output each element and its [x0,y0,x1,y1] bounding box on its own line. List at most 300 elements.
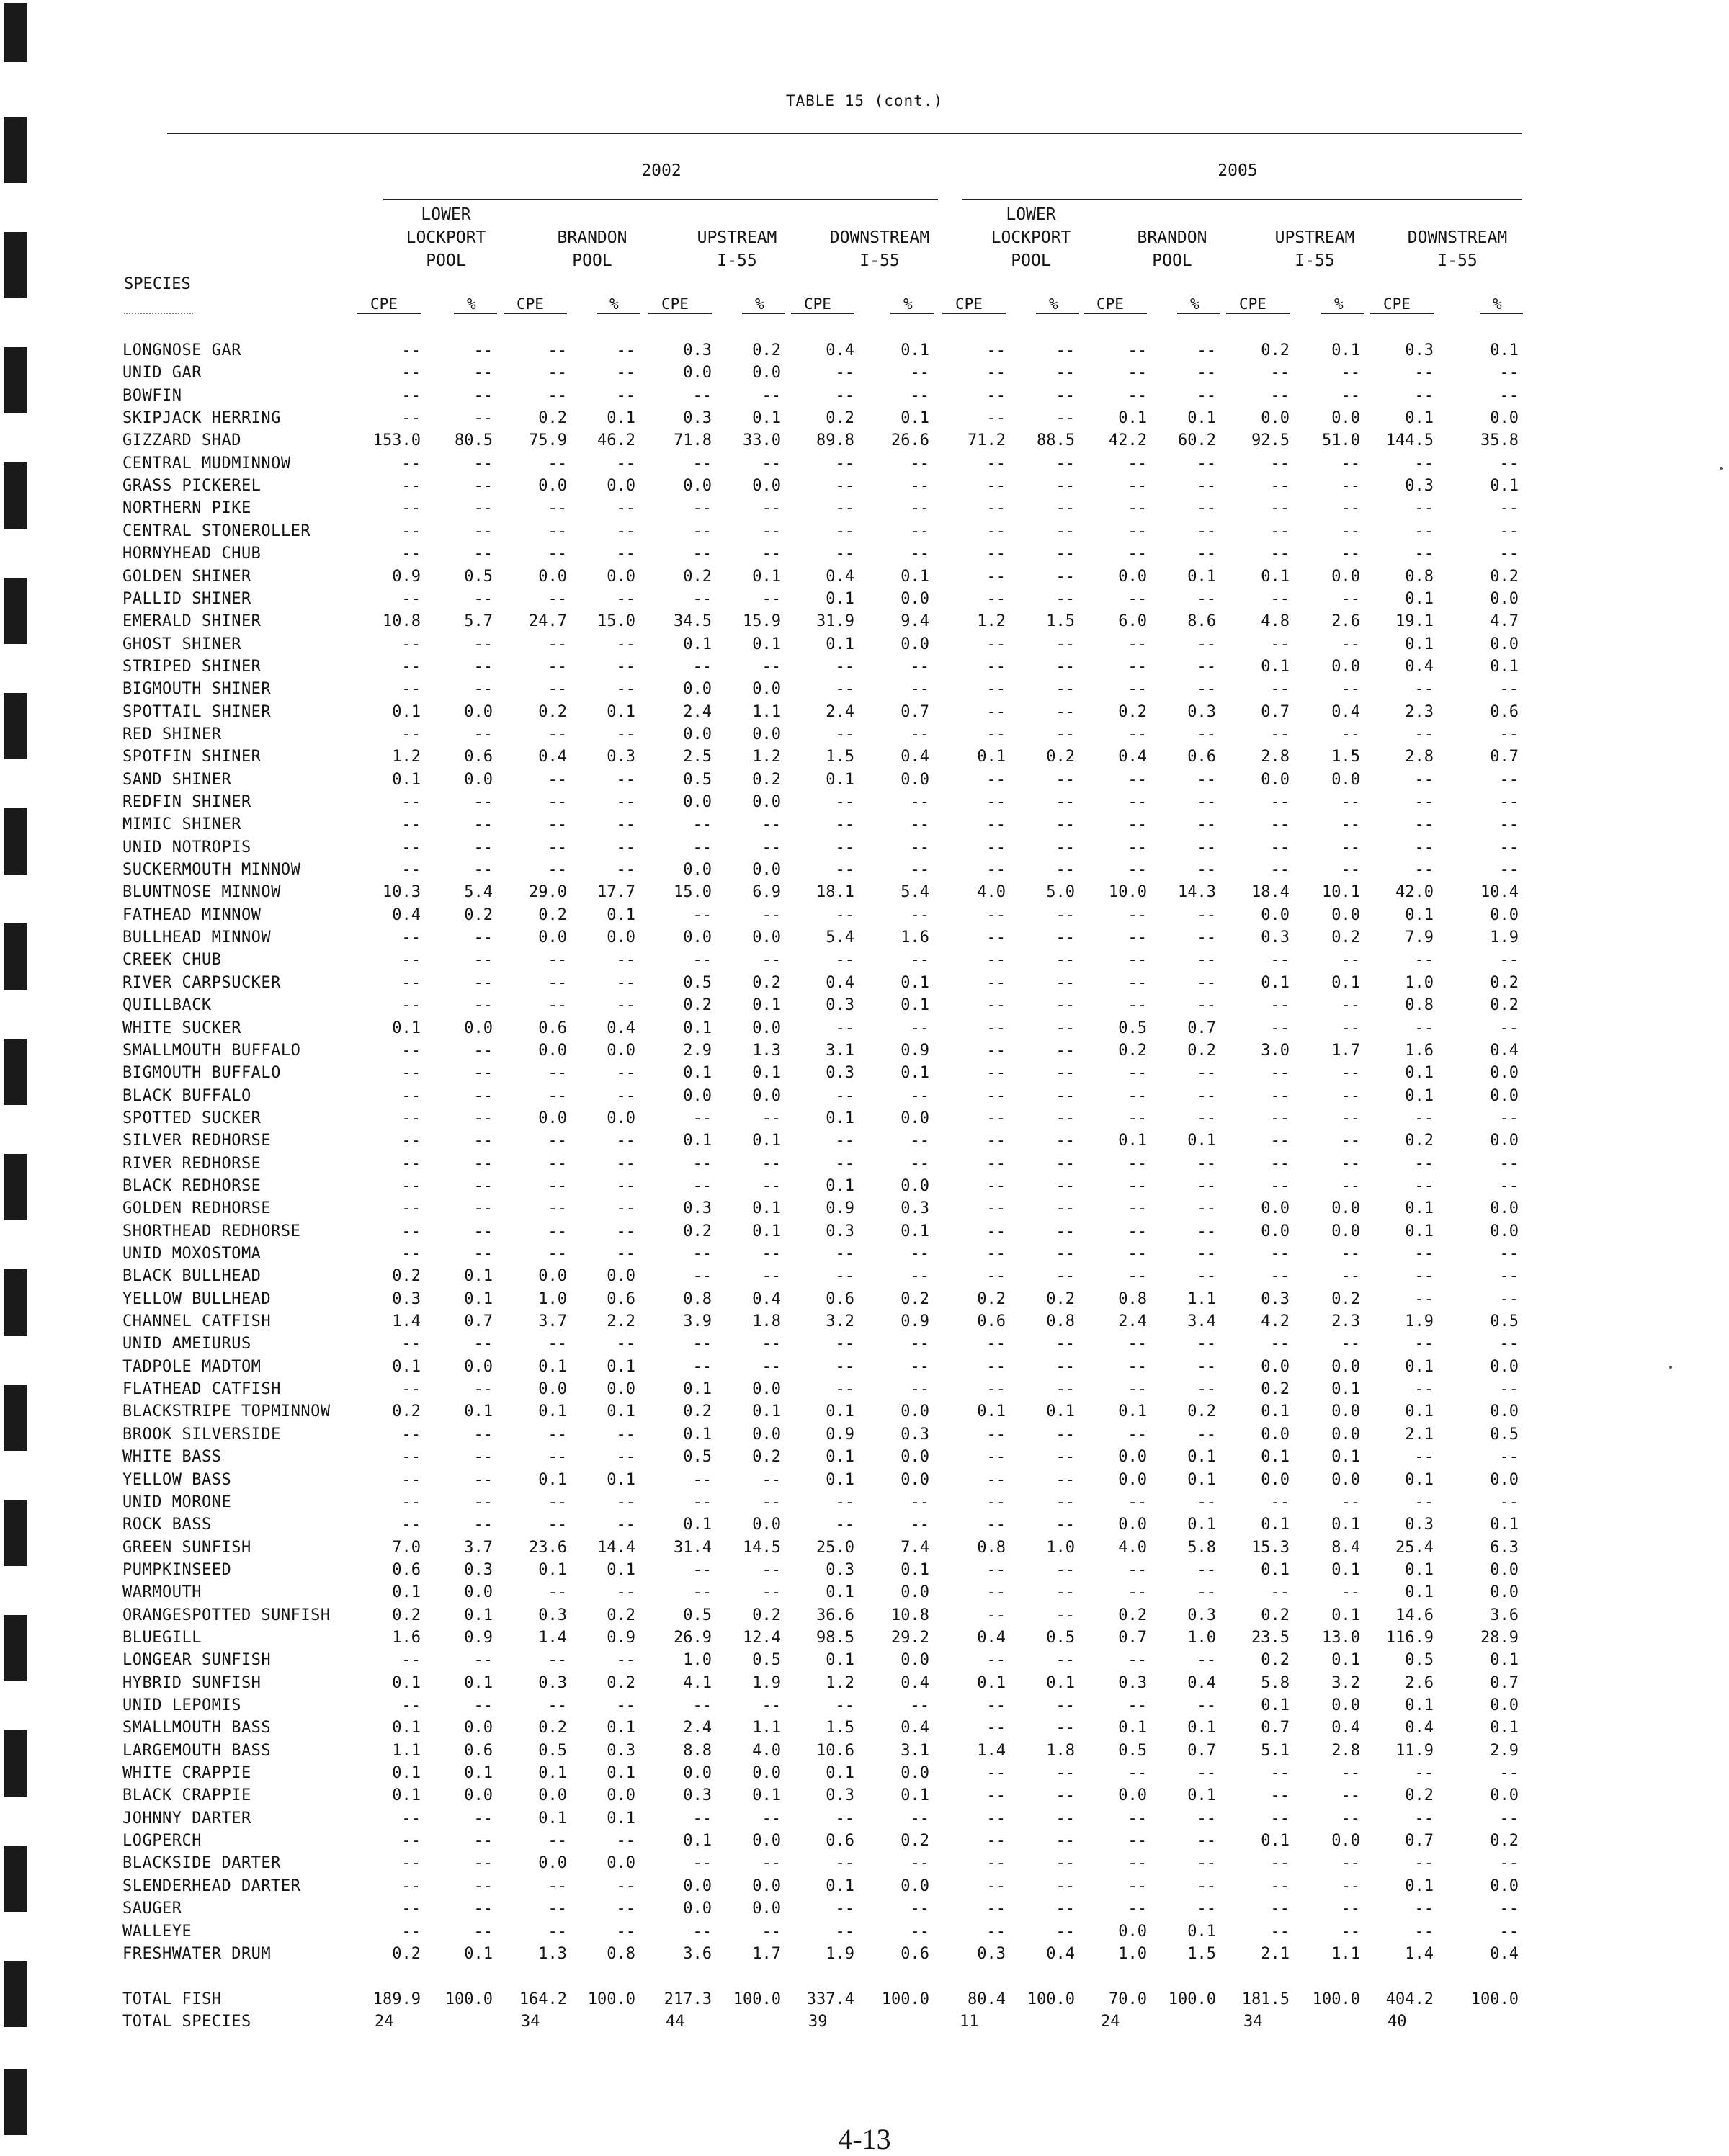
percent-cell: -- [1055,1267,1075,1286]
table-row [0,1897,1729,1920]
cpe-cell: 0.1 [1405,635,1434,653]
percent-cell: 0.1 [1187,409,1216,428]
percent-cell: 14.3 [1178,883,1216,902]
cpe-cell: 8.8 [683,1741,712,1760]
percent-cell: -- [616,1199,635,1218]
table-row [0,1197,1729,1220]
percent-cell: 0.0 [1331,905,1360,924]
cpe-cell: 0.2 [977,1289,1006,1308]
cpe-cell: -- [548,1516,567,1534]
total-cpe-cell: 181.5 [1241,1990,1290,2008]
binding-mark [4,232,27,298]
species-name: WHITE SUCKER [122,1019,241,1037]
percent-cell: -- [616,364,635,383]
total-species-cell: 34 [521,2013,540,2031]
percent-cell: -- [1499,1493,1519,1511]
percent-cell: -- [1055,1176,1075,1195]
cpe-cell: 42.0 [1395,883,1434,902]
cpe-cell: 0.8 [1405,567,1434,586]
cpe-cell: -- [835,1900,854,1918]
cpe-cell: 2.6 [1405,1673,1434,1692]
percent-cell: -- [1055,1154,1075,1173]
table-row [0,678,1729,700]
cpe-cell: -- [548,545,567,563]
percent-cell: 0.2 [1490,1832,1519,1851]
species-name: EMERALD SHINER [122,612,262,631]
percent-cell: 0.1 [901,1064,929,1083]
percent-cell: -- [1197,1832,1216,1851]
cpe-cell: -- [835,1696,854,1714]
species-name: BROOK SILVERSIDE [122,1425,281,1444]
cpe-cell: 0.3 [683,1199,712,1218]
cpe-cell: -- [1127,1854,1147,1873]
percent-cell: -- [1197,589,1216,608]
cpe-cell: 0.1 [826,1651,854,1670]
percent-cell: 0.0 [607,567,635,586]
percent-cell: -- [1341,1583,1360,1602]
percent-cell: -- [616,635,635,653]
percent-cell: 0.0 [1331,1425,1360,1444]
percent-cell: 0.0 [1331,657,1360,676]
percent-cell: 0.3 [1187,702,1216,721]
percent-cell: 0.2 [752,973,781,992]
cpe-subheader-underline [1084,313,1147,314]
cpe-cell: 0.3 [1261,1289,1290,1308]
cpe-cell: 0.1 [1405,1696,1434,1714]
species-name: PALLID SHINER [122,589,251,608]
cpe-cell: 0.2 [683,996,712,1015]
cpe-cell: -- [835,1267,854,1286]
percent-subheader: % [1493,295,1502,313]
table-row [0,1446,1729,1468]
cpe-cell: 24.7 [529,612,567,631]
percent-cell: 0.2 [1490,567,1519,586]
percent-cell: -- [1197,996,1216,1015]
cpe-cell: -- [1414,770,1434,789]
total-cpe-cell: 217.3 [664,1990,712,2008]
species-name: FRESHWATER DRUM [122,1944,272,1963]
cpe-cell: -- [1270,1176,1290,1195]
total-percent-cell: 100.0 [587,1990,635,2008]
cpe-cell: 0.1 [538,1470,567,1489]
cpe-cell: 1.6 [392,1628,421,1647]
percent-cell: 0.0 [1331,1199,1360,1218]
table-row [0,1694,1729,1717]
location-header-line: POOL [1011,251,1051,270]
cpe-subheader-underline [1226,313,1290,314]
percent-cell: -- [473,1109,493,1127]
cpe-subheader-underline [1370,313,1434,314]
cpe-cell: 0.0 [683,1900,712,1918]
location-header-line: POOL [572,251,612,270]
percent-cell: -- [1197,1854,1216,1873]
cpe-cell: -- [986,1176,1006,1195]
percent-cell: -- [473,1448,493,1467]
percent-cell: -- [1499,522,1519,540]
species-name: WALLEYE [122,1922,192,1941]
percent-cell: 0.5 [1490,1425,1519,1444]
percent-cell: 0.1 [901,1560,929,1579]
cpe-cell: 0.0 [1118,1470,1147,1489]
percent-cell: -- [1197,1086,1216,1105]
percent-cell: 0.7 [1490,1673,1519,1692]
cpe-cell: -- [835,1245,854,1263]
percent-cell: -- [616,1651,635,1670]
percent-cell: 0.0 [1490,409,1519,428]
cpe-cell: 26.9 [674,1628,712,1647]
cpe-cell: -- [1270,996,1290,1015]
cpe-cell: 71.8 [674,431,712,450]
cpe-cell: -- [548,861,567,880]
percent-cell: 0.0 [607,1786,635,1805]
percent-cell: 1.1 [752,702,781,721]
percent-cell: 0.0 [1490,1470,1519,1489]
cpe-cell: -- [986,702,1006,721]
cpe-cell: -- [1270,1245,1290,1263]
table-row [0,520,1729,542]
cpe-cell: 0.3 [392,1289,421,1308]
species-name: BLACK BULLHEAD [122,1267,262,1286]
cpe-cell: -- [986,1786,1006,1805]
cpe-cell: 0.3 [1261,929,1290,947]
percent-cell: -- [910,1380,929,1399]
percent-cell: -- [910,1267,929,1286]
percent-cell: 0.0 [1331,1357,1360,1376]
cpe-cell: -- [986,1132,1006,1150]
percent-cell: 3.1 [901,1741,929,1760]
percent-cell: -- [1341,838,1360,856]
cpe-cell: -- [1127,364,1147,383]
percent-cell: 0.2 [1331,929,1360,947]
percent-cell: -- [761,454,781,473]
percent-cell: -- [910,1019,929,1037]
percent-cell: 0.2 [752,341,781,359]
table-row [0,565,1729,588]
percent-cell: 0.0 [901,1651,929,1670]
cpe-cell: -- [1414,815,1434,834]
cpe-cell: 0.0 [683,364,712,383]
cpe-cell: -- [401,1493,421,1511]
percent-cell: -- [616,386,635,405]
cpe-cell: -- [401,793,421,811]
cpe-cell: -- [835,1154,854,1173]
location-header [1389,226,1526,272]
percent-cell: 10.8 [891,1606,929,1624]
percent-cell: 0.0 [464,702,493,721]
total-cpe-cell: 164.2 [519,1990,567,2008]
percent-subheader-underline [1321,313,1364,314]
table-row [0,1740,1729,1762]
percent-cell: 0.1 [1490,657,1519,676]
cpe-cell: -- [835,838,854,856]
species-name: STRIPED SHINER [122,657,262,676]
percent-cell: 1.1 [752,1719,781,1737]
percent-cell: 0.2 [752,1448,781,1467]
percent-cell: 1.0 [1046,1538,1075,1557]
percent-cell: 0.1 [1187,1719,1216,1737]
percent-cell: -- [1341,996,1360,1015]
cpe-cell: 0.1 [826,1109,854,1127]
percent-cell: -- [1055,1019,1075,1037]
percent-cell: -- [1499,1109,1519,1127]
cpe-cell: -- [548,1086,567,1105]
cpe-cell: -- [1270,454,1290,473]
cpe-cell: 0.1 [1405,1086,1434,1105]
cpe-cell: -- [692,522,712,540]
percent-cell: -- [910,499,929,518]
cpe-cell: -- [986,1086,1006,1105]
percent-cell: 0.5 [464,567,493,586]
percent-cell: 0.0 [1331,1696,1360,1714]
percent-cell: 0.1 [607,1403,635,1421]
cpe-cell: 10.8 [383,612,421,631]
cpe-cell: 0.6 [392,1560,421,1579]
percent-cell: -- [910,1132,929,1150]
percent-cell: -- [1055,1786,1075,1805]
cpe-cell: 0.1 [826,1470,854,1489]
cpe-cell: 0.1 [1261,657,1290,676]
percent-cell: -- [1055,1425,1075,1444]
percent-cell: -- [1055,1809,1075,1828]
cpe-cell: -- [401,1651,421,1670]
percent-cell: -- [1055,1560,1075,1579]
percent-cell: -- [616,1176,635,1195]
percent-cell: -- [473,1245,493,1263]
percent-cell: -- [761,1267,781,1286]
cpe-cell: 3.6 [683,1944,712,1963]
cpe-cell: 0.1 [683,1516,712,1534]
cpe-cell: 23.6 [529,1538,567,1557]
percent-cell: 0.0 [1331,770,1360,789]
percent-cell: -- [761,589,781,608]
cpe-cell: 14.6 [1395,1606,1434,1624]
percent-cell: -- [761,1470,781,1489]
percent-cell: 0.0 [1490,1403,1519,1421]
cpe-cell: -- [548,522,567,540]
cpe-cell: -- [986,386,1006,405]
total-percent-cell: 100.0 [444,1990,493,2008]
species-name: QUILLBACK [122,996,212,1015]
cpe-cell: -- [692,1245,712,1263]
percent-cell: -- [616,1425,635,1444]
percent-cell: 0.0 [901,1583,929,1602]
table-row [0,1943,1729,1965]
cpe-cell: 0.1 [1261,1448,1290,1467]
percent-cell: 0.6 [1490,702,1519,721]
table-row [0,1062,1729,1084]
cpe-cell: -- [401,1086,421,1105]
percent-cell: -- [1055,499,1075,518]
percent-cell: -- [1197,1199,1216,1218]
percent-cell: -- [1055,1900,1075,1918]
percent-cell: 0.4 [1046,1944,1075,1963]
page-number: 4-13 [838,2123,891,2155]
cpe-cell: 1.2 [977,612,1006,631]
cpe-cell: -- [1270,635,1290,653]
percent-cell: 8.6 [1187,612,1216,631]
cpe-cell: 0.1 [392,770,421,789]
species-name: BIGMOUTH SHINER [122,680,272,699]
percent-cell: -- [473,1651,493,1670]
location-header-line: LOWER [1006,205,1056,224]
cpe-cell: 0.0 [1261,409,1290,428]
percent-cell: -- [1197,1357,1216,1376]
cpe-cell: 0.1 [1405,1560,1434,1579]
species-name: BLACKSTRIPE TOPMINNOW [122,1403,331,1421]
percent-cell: -- [910,1809,929,1828]
percent-cell: -- [1341,1764,1360,1783]
location-header-line: BRANDON [557,228,627,247]
location-header [1104,226,1241,272]
percent-cell: -- [910,1245,929,1263]
table-row [0,362,1729,384]
percent-cell: -- [910,1357,929,1376]
cpe-cell: -- [692,657,712,676]
cpe-cell: 0.1 [683,1064,712,1083]
cpe-cell: 25.0 [816,1538,854,1557]
cpe-cell: -- [1127,929,1147,947]
species-name: UNID NOTROPIS [122,838,251,856]
percent-cell: -- [473,477,493,496]
table-row [0,1784,1729,1807]
percent-cell: 0.1 [1331,973,1360,992]
percent-cell: 1.7 [1331,1041,1360,1060]
percent-cell: 0.1 [1331,1606,1360,1624]
cpe-cell: -- [1270,477,1290,496]
percent-cell: -- [910,657,929,676]
cpe-cell: -- [1127,1425,1147,1444]
cpe-cell: -- [986,929,1006,947]
percent-cell: -- [616,793,635,811]
cpe-cell: 0.2 [392,1267,421,1286]
cpe-cell: -- [1127,680,1147,699]
cpe-cell: -- [1414,951,1434,970]
cpe-cell: -- [401,1245,421,1263]
percent-cell: -- [473,589,493,608]
percent-cell: -- [473,1809,493,1828]
cpe-cell: 1.1 [392,1741,421,1760]
species-name: SILVER REDHORSE [122,1132,272,1150]
percent-cell: -- [473,1470,493,1489]
percent-cell: -- [1197,386,1216,405]
percent-cell: -- [1197,973,1216,992]
cpe-cell: -- [401,1199,421,1218]
cpe-cell: -- [1270,951,1290,970]
cpe-cell: -- [548,386,567,405]
percent-cell: -- [1499,1245,1519,1263]
cpe-cell: -- [548,589,567,608]
species-name: SAND SHINER [122,770,232,789]
cpe-cell: 36.6 [816,1606,854,1624]
cpe-cell: -- [835,1357,854,1376]
percent-cell: -- [1055,1470,1075,1489]
percent-cell: -- [1197,1335,1216,1354]
percent-cell: 1.3 [752,1041,781,1060]
percent-cell: 0.2 [607,1673,635,1692]
percent-cell: -- [910,545,929,563]
cpe-cell: 0.1 [1405,589,1434,608]
percent-cell: 0.0 [752,477,781,496]
species-name: SKIPJACK HERRING [122,409,281,428]
cpe-cell: 10.0 [1109,883,1147,902]
percent-cell: -- [761,1154,781,1173]
percent-cell: -- [616,996,635,1015]
percent-cell: 0.0 [752,1019,781,1037]
cpe-cell: 0.1 [1405,1357,1434,1376]
cpe-cell: 0.0 [683,861,712,880]
cpe-cell: -- [1127,1583,1147,1602]
species-name: BLACK CRAPPIE [122,1786,251,1805]
percent-cell: -- [910,1900,929,1918]
cpe-cell: 2.9 [683,1041,712,1060]
cpe-cell: 0.3 [683,1786,712,1805]
percent-cell: 0.0 [1490,1086,1519,1105]
percent-cell: -- [1055,1651,1075,1670]
year-2002-label: 2002 [641,161,682,180]
cpe-cell: -- [401,1176,421,1195]
cpe-cell: 0.1 [826,770,854,789]
cpe-cell: -- [548,635,567,653]
table-row [0,972,1729,994]
percent-cell: 0.4 [752,1289,781,1308]
percent-cell: -- [910,725,929,743]
cpe-cell: -- [1127,454,1147,473]
cpe-cell: 0.4 [1118,748,1147,766]
location-header-line: I-55 [717,251,757,270]
cpe-cell: 0.4 [538,748,567,766]
percent-cell: -- [1341,1245,1360,1263]
percent-cell: -- [616,838,635,856]
cpe-cell: -- [1270,1493,1290,1511]
location-header-line: LOWER [421,205,471,224]
percent-cell: 0.1 [1331,1651,1360,1670]
percent-cell: -- [616,1832,635,1851]
cpe-cell: 0.1 [1118,1719,1147,1737]
cpe-cell: 3.7 [538,1312,567,1331]
percent-cell: 0.3 [901,1199,929,1218]
cpe-cell: 0.2 [1405,1786,1434,1805]
percent-cell: -- [616,1696,635,1714]
cpe-cell: -- [1127,589,1147,608]
table-row [0,1830,1729,1852]
percent-cell: 0.3 [607,1741,635,1760]
cpe-cell: -- [835,861,854,880]
percent-cell: -- [1055,815,1075,834]
cpe-cell: -- [548,996,567,1015]
table-row [0,1762,1729,1784]
table-row [0,1333,1729,1355]
percent-cell: -- [1499,454,1519,473]
percent-cell: 0.0 [1490,1877,1519,1895]
percent-cell: -- [473,522,493,540]
total-species-cell: 11 [960,2013,979,2031]
cpe-cell: -- [1270,1335,1290,1354]
cpe-cell: -- [986,1357,1006,1376]
species-header-underline [124,313,193,314]
species-name: GOLDEN REDHORSE [122,1199,272,1218]
cpe-cell: -- [1270,815,1290,834]
percent-cell: -- [473,1877,493,1895]
table-row [0,1243,1729,1265]
percent-cell: 3.6 [1490,1606,1519,1624]
percent-subheader-underline [1177,313,1220,314]
cpe-cell: 0.5 [683,973,712,992]
cpe-cell: -- [548,1154,567,1173]
percent-cell: 0.1 [901,973,929,992]
percent-cell: 0.0 [901,589,929,608]
percent-cell: -- [616,1222,635,1240]
cpe-cell: -- [835,1493,854,1511]
